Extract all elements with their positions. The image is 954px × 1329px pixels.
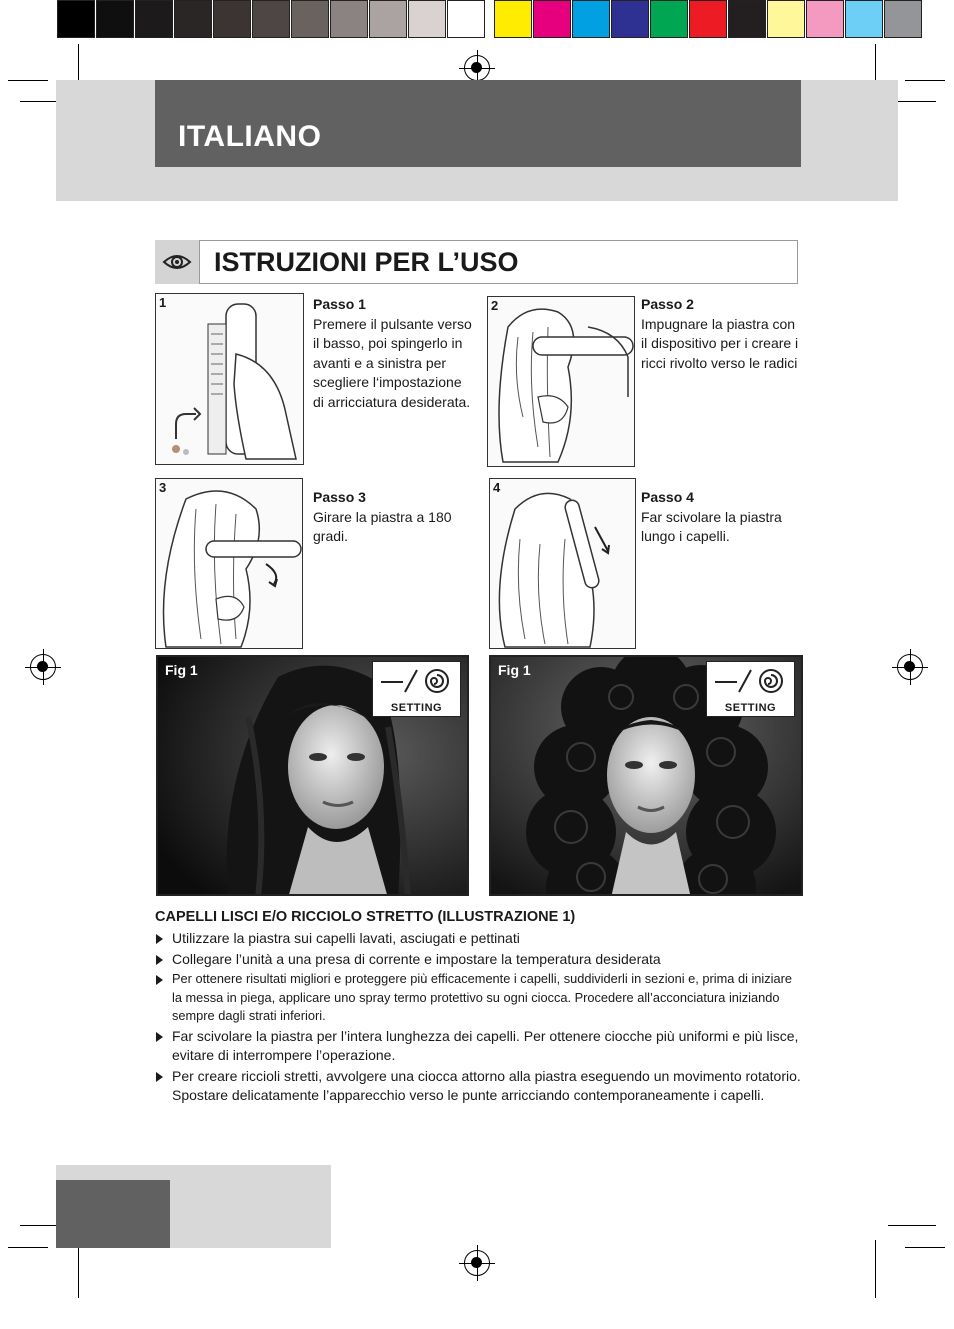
color-swatch [96, 0, 134, 38]
color-swatch [884, 0, 922, 38]
woman-with-styler-illustration [488, 297, 635, 467]
step-title: Passo 3 [313, 489, 366, 505]
step-description: Premere il pulsante verso il basso, poi spingerlo in avanti e a sinistra per scegliere l‘impostazione di arricciatura desiderata. [313, 315, 472, 410]
step-number: 3 [159, 480, 167, 495]
color-swatch [611, 0, 649, 38]
step-2-illustration [487, 296, 635, 467]
crop-mark [888, 1225, 936, 1226]
list-item: Utilizzare la piastra sui capelli lavati, asciugati e pettinati [155, 929, 805, 949]
setting-label: SETTING [390, 702, 443, 714]
color-swatch [572, 0, 610, 38]
color-swatch [213, 0, 251, 38]
woman-sliding-styler-illustration [490, 479, 636, 649]
color-swatch [447, 0, 485, 38]
section-title: ISTRUZIONI PER L’USO [214, 247, 519, 277]
eye-icon [162, 252, 192, 272]
list-item: Per creare riccioli stretti, avvolgere una ciocca attorno alla piastra eseguendo un movimento rotatorio. Spostare delicatamente l’apparecchio verso le punte arricciando contemporaneamente i capelli. [155, 1067, 805, 1106]
step-3-illustration [155, 478, 303, 649]
registration-mark [30, 654, 56, 680]
color-swatch [650, 0, 688, 38]
setting-indicator [372, 661, 461, 717]
step-title: Passo 1 [313, 296, 366, 312]
instructions-heading: CAPELLI LISCI E/O RICCIOLO STRETTO (ILLUSTRAZIONE 1) [155, 909, 576, 925]
color-swatch [369, 0, 407, 38]
crop-mark [8, 80, 48, 81]
figure-label: Fig 1 [165, 662, 198, 678]
list-item: Per ottenere risultati migliori e proteggere più efficacemente i capelli, suddividerli in sezioni e, prima di iniziare la messa in piega, applicare uno spray termo protettivo su ogni ciocca. Procedere all’acconciatura iniziando sempre dagli strati inferiori. [155, 970, 805, 1026]
list-item: Collegare l’unità a una presa di corrente e impostare la temperatura desiderata [155, 950, 805, 970]
figure-label: Fig 1 [498, 662, 531, 678]
instructions-list [155, 929, 805, 1107]
registration-mark [464, 55, 490, 81]
step-4-illustration [489, 478, 636, 649]
step-title: Passo 4 [641, 489, 694, 505]
color-swatch [408, 0, 446, 38]
crop-mark [905, 80, 945, 81]
color-swatch [494, 0, 532, 38]
registration-mark [464, 1250, 490, 1276]
step-4-text [641, 488, 801, 547]
color-swatch [57, 0, 95, 38]
setting-label: SETTING [724, 702, 777, 714]
woman-rotating-styler-illustration [156, 479, 303, 649]
color-calibration-bar [57, 0, 923, 38]
step-description: Far scivolare la piastra lungo i capelli. [641, 508, 782, 544]
curl-setting-icon [373, 662, 460, 700]
step-number: 1 [159, 295, 167, 310]
crop-mark [875, 1240, 876, 1298]
crop-mark [905, 1247, 945, 1248]
hair-styler-illustration [156, 294, 304, 465]
color-swatch [330, 0, 368, 38]
curl-setting-icon [707, 662, 794, 700]
step-number: 4 [493, 480, 501, 495]
list-item: Far scivolare la piastra per l’intera lunghezza dei capelli. Per ottenere ciocche più uniformi e più lisce, evitare di interrompere l’operazione. [155, 1027, 805, 1066]
figure-photo-straight-hair [156, 655, 469, 896]
crop-mark [78, 1240, 79, 1298]
step-3-text [313, 488, 475, 547]
step-title: Passo 2 [641, 296, 694, 312]
registration-mark [897, 654, 923, 680]
color-swatch [533, 0, 571, 38]
color-swatch [174, 0, 212, 38]
color-swatch [728, 0, 766, 38]
step-number: 2 [491, 298, 499, 313]
color-swatch [689, 0, 727, 38]
color-swatch [252, 0, 290, 38]
step-1-text [313, 295, 475, 412]
color-swatch [767, 0, 805, 38]
color-swatch [291, 0, 329, 38]
setting-indicator [706, 661, 795, 717]
step-1-illustration [155, 293, 304, 465]
crop-mark [8, 1247, 48, 1248]
color-swatch [135, 0, 173, 38]
color-swatch [486, 0, 494, 38]
step-2-text [641, 295, 801, 373]
language-title: ITALIANO [178, 120, 322, 153]
section-icon-box [155, 240, 200, 284]
step-description: Impugnare la piastra con il dispositivo per i creare i ricci rivolto verso le radici [641, 315, 799, 371]
step-description: Girare la piastra a 180 gradi. [313, 508, 452, 544]
color-swatch [806, 0, 844, 38]
color-swatch [845, 0, 883, 38]
figure-photo-curly-hair [489, 655, 803, 896]
footer-page-block [56, 1180, 170, 1248]
